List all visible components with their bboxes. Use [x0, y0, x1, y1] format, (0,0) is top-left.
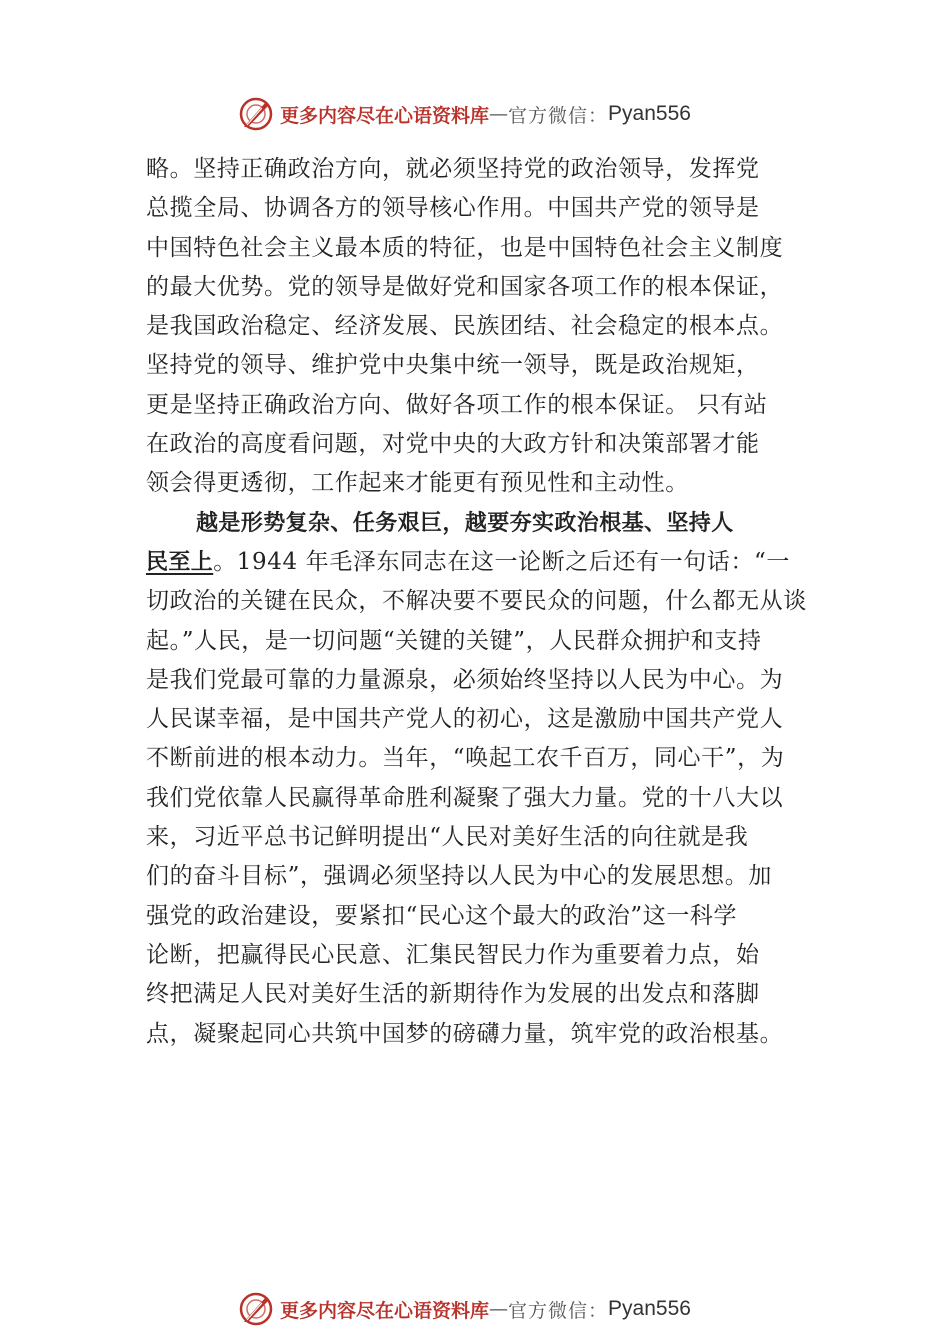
- wechat-id: Pyan556: [608, 102, 691, 125]
- text-line: [146, 543, 826, 582]
- text-line: 的最大优势。党的领导是做好党和国家各项工作的根本保证，: [146, 273, 784, 300]
- header-banner: [238, 94, 691, 134]
- text-line: 起。”人民，是一切问题“关键的关键”，人民群众拥护和支持: [146, 627, 762, 654]
- paragraph-1: [146, 150, 826, 504]
- text-line: 总揽全局、协调各方的领导核心作用。中国共产党的领导是: [146, 195, 760, 222]
- text-line: 更是坚持正确政治方向、做好各项工作的根本保证。 只有站: [146, 391, 768, 418]
- footer-banner: [238, 1289, 691, 1329]
- text-line: 强党的政治建设，要紧扣“民心这个最大的政治”这一科学: [146, 902, 738, 929]
- text-line: 来，习近平总书记鲜明提出“人民对美好生活的向往就是我: [146, 824, 749, 851]
- document-body: [146, 150, 826, 1054]
- text-line: 不断前进的根本动力。当年，“唤起工农千百万，同心干”，为: [146, 745, 785, 772]
- text-line: 切政治的关键在民众，不解决要不要民众的问题，什么都无从谈: [146, 588, 807, 615]
- paragraph-2: [146, 504, 826, 1054]
- text-line: 终把满足人民对美好生活的新期待作为发展的出发点和落脚: [146, 981, 760, 1008]
- quill-circle-logo-icon: [238, 96, 274, 132]
- paragraph-heading: 越是形势复杂、任务艰巨，越要夯实政治根基、坚持人: [196, 510, 734, 536]
- text-line: 在政治的高度看问题，对党中央的大政方针和决策部署才能: [146, 431, 760, 458]
- library-text: 更多内容尽在心语资料库: [280, 104, 490, 127]
- text-line: 是我们党最可靠的力量源泉，必须始终坚持以人民为中心。为: [146, 666, 784, 693]
- paragraph-heading-end: 民至上: [146, 549, 214, 575]
- text-line: 们的奋斗目标”，强调必须坚持以人民为中心的发展思想。加: [146, 863, 772, 890]
- text-line: 领会得更透彻，工作起来才能更有预见性和主动性。: [146, 470, 689, 497]
- text-line: 论断，把赢得民心民意、汇集民智民力作为重要着力点，始: [146, 941, 760, 968]
- text-line-rest: 。1944 年毛泽东同志在这一论断之后还有一句话：“一: [213, 548, 791, 575]
- text-line: 坚持党的领导、维护党中央集中统一领导，既是政治规矩，: [146, 352, 760, 379]
- wechat-label: 官方微信：: [508, 1299, 609, 1322]
- library-text: 更多内容尽在心语资料库: [280, 1299, 490, 1322]
- banner-dash: —: [489, 1298, 509, 1320]
- text-line: 中国特色社会主义最本质的特征，也是中国特色社会主义制度: [146, 234, 784, 261]
- text-line: 人民谋幸福，是中国共产党人的初心，这是激励中国共产党人: [146, 706, 784, 733]
- wechat-label: 官方微信：: [508, 104, 609, 127]
- banner-dash: —: [489, 103, 509, 125]
- text-line: 我们党依靠人民赢得革命胜利凝聚了强大力量。党的十八大以: [146, 784, 784, 811]
- text-line: 是我国政治稳定、经济发展、民族团结、社会稳定的根本点。: [146, 313, 784, 340]
- wechat-id: Pyan556: [608, 1297, 691, 1320]
- text-line: 点，凝聚起同心共筑中国梦的磅礴力量，筑牢党的政治根基。: [146, 1020, 784, 1047]
- text-line: 略。坚持正确政治方向，就必须坚持党的政治领导，发挥党: [146, 156, 760, 182]
- quill-circle-logo-icon: [238, 1291, 274, 1327]
